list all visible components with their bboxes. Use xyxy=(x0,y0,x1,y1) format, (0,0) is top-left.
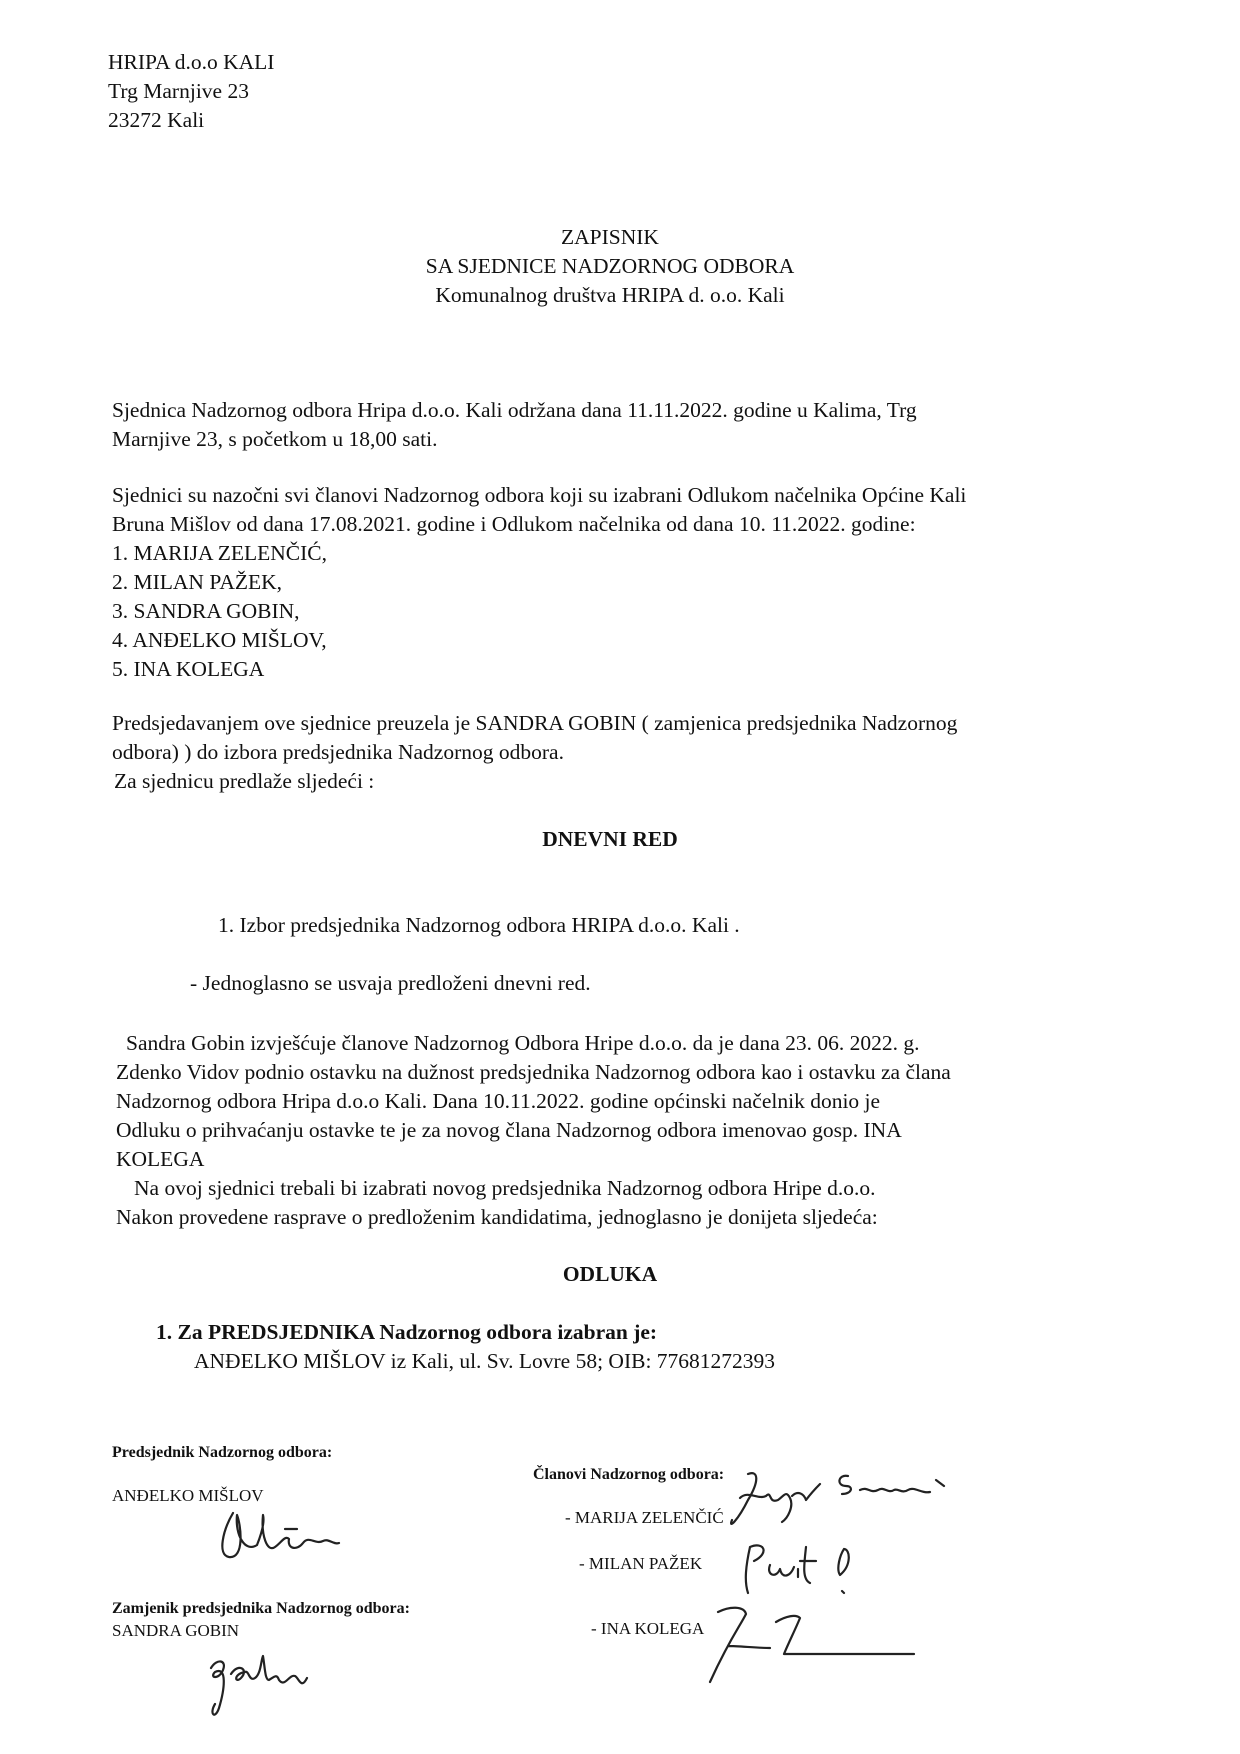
document-title: ZAPISNIK xyxy=(561,225,659,249)
member-list-item: 5. INA KOLEGA xyxy=(112,657,265,681)
members-label: Članovi Nadzornog odbora: xyxy=(533,1466,725,1483)
report-line: Nakon provedene rasprave o predloženim kandidatima, jednoglasno je donijeta sljedeća: xyxy=(116,1205,878,1229)
agenda-adopted-note: - Jednoglasno se usvaja predloženi dnevni red. xyxy=(190,971,591,995)
company-city: 23272 Kali xyxy=(108,108,205,132)
member-signature-zelencic xyxy=(718,1460,973,1545)
president-label: Predsjednik Nadzornog odbora: xyxy=(112,1444,333,1461)
deputy-label: Zamjenik predsjednika Nadzornog odbora: xyxy=(112,1600,410,1617)
report-line: Zdenko Vidov podnio ostavku na dužnost predsjednika Nadzornog odbora kao i ostavku za člana xyxy=(116,1060,951,1084)
deputy-name: SANDRA GOBIN xyxy=(112,1621,240,1640)
company-name: HRIPA d.o.o KALI xyxy=(108,50,275,74)
report-line: Odluku o prihvaćanju ostavke te je za novog člana Nadzornog odbora imenovao gosp. INA xyxy=(116,1118,902,1142)
attendance-paragraph-line: Bruna Mišlov od dana 17.08.2021. godine i Odlukom načelnika od dana 10. 11.2022. godine: xyxy=(112,512,916,536)
agenda-heading: DNEVNI RED xyxy=(542,827,678,851)
agenda-item: 1. Izbor predsjednika Nadzornog odbora HRIPA d.o.o. Kali . xyxy=(218,913,740,937)
chair-paragraph-line: Za sjednicu predlaže sljedeći : xyxy=(114,769,375,793)
president-signature xyxy=(215,1505,345,1570)
chair-paragraph-line: Predsjedavanjem ove sjednice preuzela je SANDRA GOBIN ( zamjenica predsjednika Nadzornog xyxy=(112,711,958,735)
member-signature-name: - INA KOLEGA xyxy=(591,1619,705,1638)
member-list-item: 3. SANDRA GOBIN, xyxy=(112,599,300,623)
member-signature-name: - MARIJA ZELENČIĆ xyxy=(565,1508,724,1527)
intro-paragraph-line: Sjednica Nadzornog odbora Hripa d.o.o. Kali održana dana 11.11.2022. godine u Kalima, Trg xyxy=(112,398,917,422)
member-list-item: 4. ANĐELKO MIŠLOV, xyxy=(112,628,327,652)
decision-item-detail: ANĐELKO MIŠLOV iz Kali, ul. Sv. Lovre 58; OIB: 77681272393 xyxy=(194,1349,776,1373)
chair-paragraph-line: odbora) ) do izbora predsjednika Nadzornog odbora. xyxy=(112,740,564,764)
decision-item: 1. Za PREDSJEDNIKA Nadzornog odbora izabran je: xyxy=(156,1320,658,1344)
report-line: Sandra Gobin izvješćuje članove Nadzornog Odbora Hripe d.o.o. da je dana 23. 06. 2022. g. xyxy=(126,1031,920,1055)
decision-heading: ODLUKA xyxy=(562,1262,658,1286)
intro-paragraph-line: Marnjive 23, s početkom u 18,00 sati. xyxy=(112,427,438,451)
attendance-paragraph-line: Sjednici su nazočni svi članovi Nadzornog odbora koji su izabrani Odlukom načelnika Općine Kali xyxy=(112,483,967,507)
report-line: Nadzornog odbora Hripa d.o.o Kali. Dana 10.11.2022. godine općinski načelnik donio je xyxy=(116,1089,881,1113)
report-line: KOLEGA xyxy=(116,1147,205,1171)
president-name: ANĐELKO MIŠLOV xyxy=(112,1486,264,1505)
member-signature-name: - MILAN PAŽEK xyxy=(579,1554,703,1573)
report-line: Na ovoj sjednici trebali bi izabrati novog predsjednika Nadzornog odbora Hripe d.o.o. xyxy=(134,1176,876,1200)
member-signature-kolega xyxy=(700,1592,920,1692)
document-subtitle: SA SJEDNICE NADZORNOG ODBORA xyxy=(425,254,795,278)
member-list-item: 1. MARIJA ZELENČIĆ, xyxy=(112,541,327,565)
document-subtitle-company: Komunalnog društva HRIPA d. o.o. Kali xyxy=(435,283,785,307)
member-list-item: 2. MILAN PAŽEK, xyxy=(112,570,283,594)
company-street: Trg Marnjive 23 xyxy=(108,79,249,103)
deputy-signature xyxy=(205,1648,325,1728)
